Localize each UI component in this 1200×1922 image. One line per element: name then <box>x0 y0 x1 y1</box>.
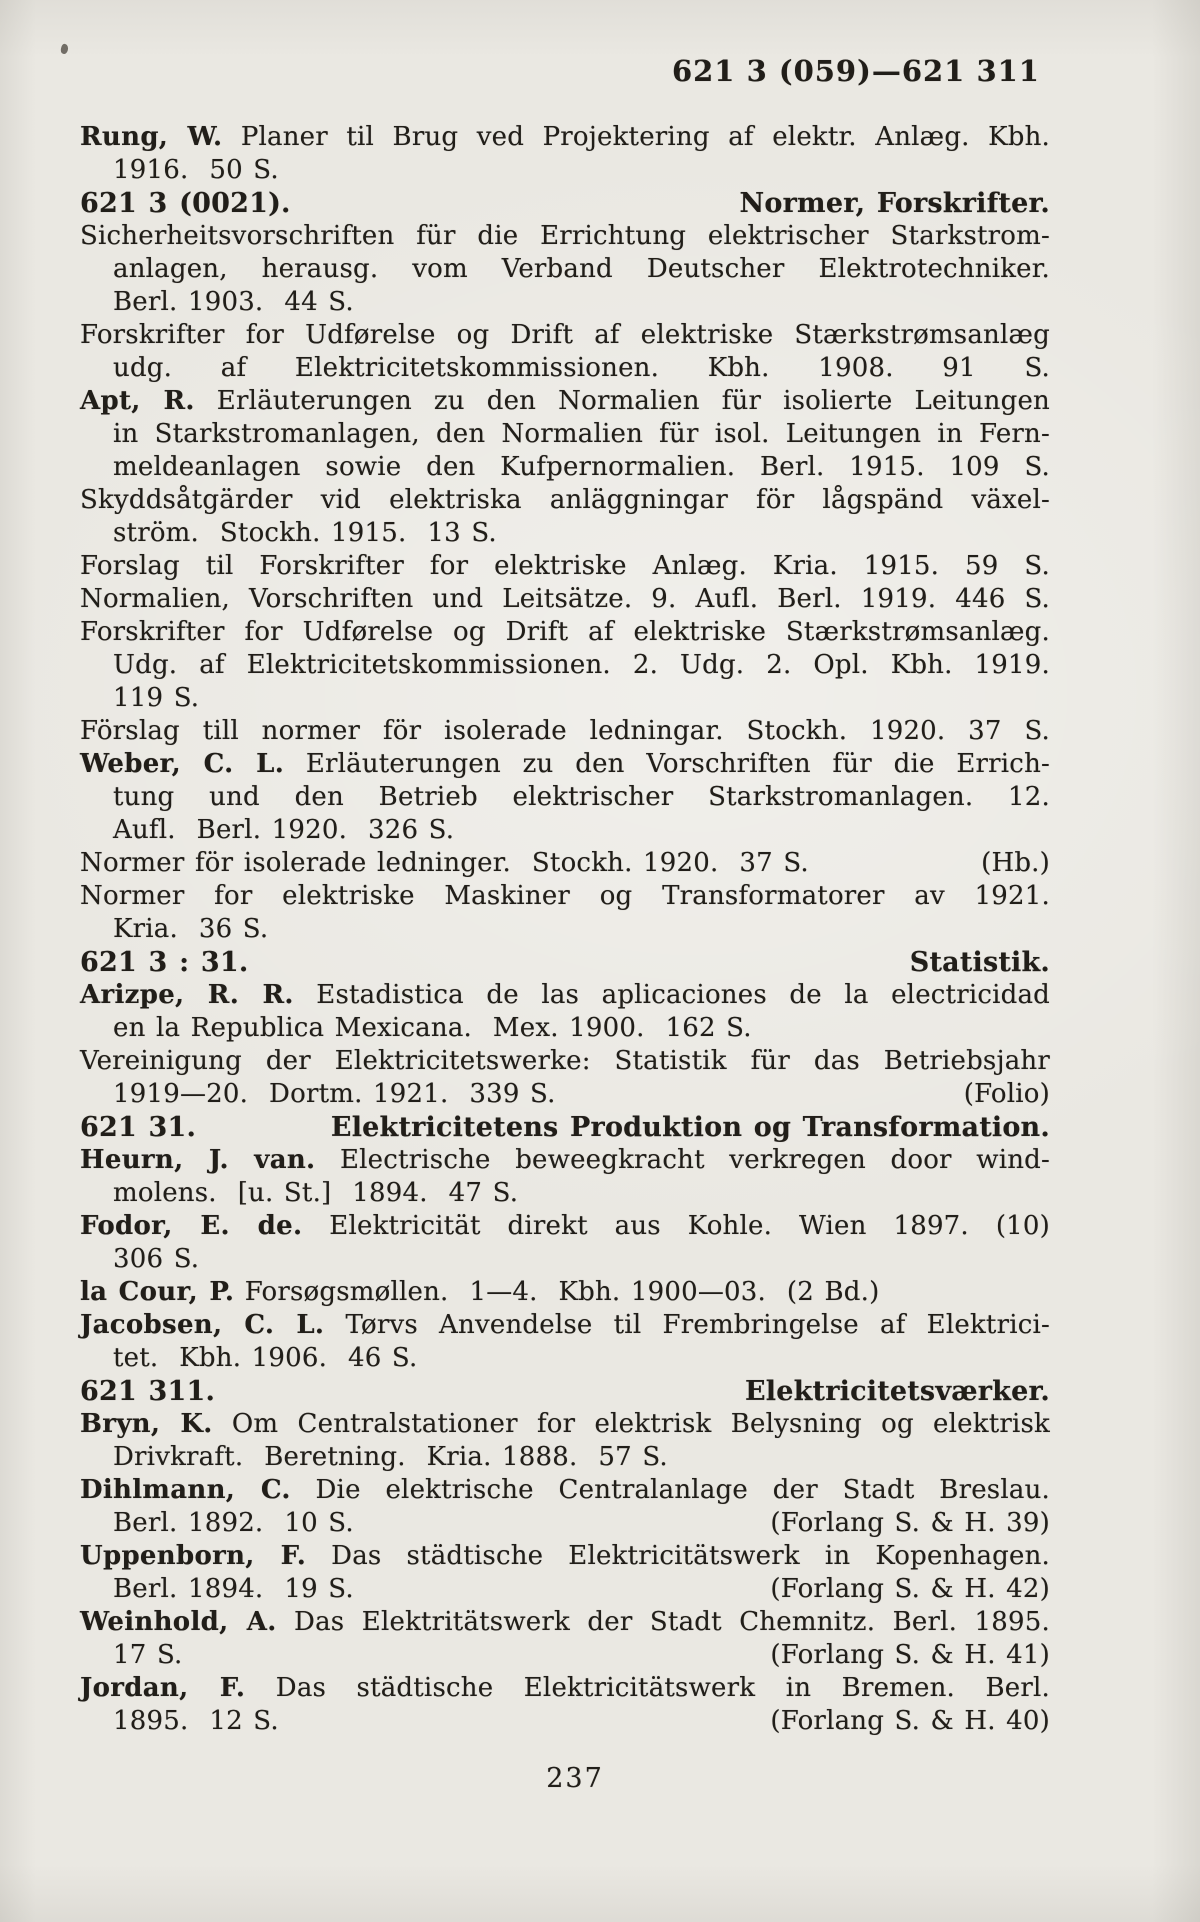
entry-line: Fodor, E. de. Elektricität direkt aus Kohle. Wien 1897. (10) <box>80 1211 1050 1241</box>
author-name: Heurn, J. van. <box>80 1145 316 1175</box>
author-name: Dihlmann, C. <box>80 1475 291 1505</box>
entry-annotation: (Hb.) <box>981 848 1050 878</box>
author-name: Uppenborn, F. <box>80 1541 307 1571</box>
entry-line-text: Normer för isolerade ledninger. Stockh. 1920. 37 S. <box>80 848 809 878</box>
entry-line: Jordan, F. Das städtische Elektricitätswerk in Bremen. Berl. <box>80 1673 1050 1703</box>
entry-line: Udg. af Elektricitetskommissionen. 2. Udg. 2. Opl. Kbh. 1919. <box>113 650 1050 680</box>
page-number: 237 <box>546 1763 604 1794</box>
section-number: 621 3 : 31. <box>80 947 249 978</box>
entry-line: Kria. 36 S. <box>113 914 269 944</box>
entry-line: Sicherheitsvorschriften für die Errichtung elektrischer Starkstrom- <box>80 221 1050 251</box>
entry-annotation: (Forlang S. & H. 40) <box>770 1706 1050 1736</box>
entry-line: Normalien, Vorschriften und Leitsätze. 9. Aufl. Berl. 1919. 446 S. <box>80 584 1050 614</box>
section-title: Normer, Forskrifter. <box>739 188 1050 219</box>
entry-line: tung und den Betrieb elektrischer Starkstromanlagen. 12. <box>113 782 1050 812</box>
catalog-entry <box>80 880 1050 946</box>
catalog-entry <box>80 385 1050 484</box>
catalog-entry <box>80 979 1050 1045</box>
catalog-entry <box>80 1309 1050 1375</box>
entry-annotation: (Forlang S. & H. 42) <box>770 1574 1050 1604</box>
entry-line: ström. Stockh. 1915. 13 S. <box>113 518 497 548</box>
entry-list <box>80 121 1050 1738</box>
entry-line: Weinhold, A. Das Elektritätswerk der Stadt Chemnitz. Berl. 1895. <box>80 1607 1050 1637</box>
section-heading <box>80 187 1050 220</box>
section-heading <box>80 946 1050 979</box>
author-name: la Cour, P. <box>80 1277 235 1307</box>
entry-line: Forskrifter for Udførelse og Drift af elektriske Stærkstrømsanlæg. <box>80 617 1050 647</box>
catalog-entry <box>80 1606 1050 1672</box>
catalog-entry <box>80 550 1050 583</box>
entry-line-text: 1919—20. Dortm. 1921. 339 S. <box>113 1079 556 1109</box>
catalog-entry <box>80 1045 1050 1111</box>
catalog-entry <box>80 220 1050 319</box>
entry-line: Aufl. Berl. 1920. 326 S. <box>113 815 455 845</box>
catalog-entry <box>80 1408 1050 1474</box>
entry-line <box>80 1573 1050 1606</box>
entry-line: Arizpe, R. R. Estadistica de las aplicaciones de la electricidad <box>80 980 1050 1010</box>
section-title: Elektricitetens Produktion og Transformation. <box>330 1112 1050 1143</box>
author-name: Rung, W. <box>80 122 223 152</box>
catalog-entry <box>80 1474 1050 1540</box>
catalog-entry <box>80 748 1050 847</box>
section-title: Statistik. <box>909 947 1050 978</box>
entry-line: Jacobsen, C. L. Tørvs Anvendelse til Frembringelse af Elektrici- <box>80 1310 1050 1340</box>
entry-line <box>80 847 1050 880</box>
entry-line: Forskrifter for Udførelse og Drift af elektriske Stærkstrømsanlæg <box>80 320 1050 350</box>
entry-line: udg. af Elektricitetskommissionen. Kbh. 1908. 91 S. <box>113 353 1050 383</box>
author-name: Apt, R. <box>80 386 195 416</box>
catalog-entry <box>80 484 1050 550</box>
entry-line <box>80 1705 1050 1738</box>
catalog-entry <box>80 1672 1050 1738</box>
section-title: Elektricitetsværker. <box>745 1376 1050 1407</box>
catalog-entry <box>80 715 1050 748</box>
entry-line <box>80 1639 1050 1672</box>
entry-line: in Starkstromanlagen, den Normalien für isol. Leitungen in Fern- <box>113 419 1050 449</box>
author-name: Arizpe, R. R. <box>80 980 294 1010</box>
entry-line: la Cour, P. Forsøgsmøllen. 1—4. Kbh. 1900—03. (2 Bd.) <box>80 1277 880 1307</box>
entry-line: Normer for elektriske Maskiner og Transformatorer av 1921. <box>80 881 1050 911</box>
catalog-entry <box>80 1540 1050 1606</box>
entry-line <box>80 1507 1050 1540</box>
entry-line: 1916. 50 S. <box>113 155 279 185</box>
catalog-entry <box>80 319 1050 385</box>
entry-annotation: (Folio) <box>963 1079 1050 1109</box>
running-head: 621 3 (059)—621 311 <box>671 54 1040 88</box>
catalog-entry <box>80 121 1050 187</box>
entry-line <box>80 1078 1050 1111</box>
author-name: Weber, C. L. <box>80 749 285 779</box>
entry-line: Vereinigung der Elektricitetswerke: Statistik für das Betriebsjahr <box>80 1046 1050 1076</box>
entry-line-text: Berl. 1892. 10 S. <box>113 1508 354 1538</box>
entry-line: Uppenborn, F. Das städtische Elektricitätswerk in Kopenhagen. <box>80 1541 1050 1571</box>
entry-line: molens. [u. St.] 1894. 47 S. <box>113 1178 519 1208</box>
entry-line: Weber, C. L. Erläuterungen zu den Vorschriften für die Errich- <box>80 749 1050 779</box>
author-name: Bryn, K. <box>80 1409 213 1439</box>
section-number: 621 31. <box>80 1112 197 1143</box>
entry-line: Bryn, K. Om Centralstationer for elektrisk Belysning og elektrisk <box>80 1409 1050 1439</box>
entry-line: anlagen, herausg. vom Verband Deutscher Elektrotechniker. <box>113 254 1050 284</box>
entry-line: Skyddsåtgärder vid elektriska anläggningar för lågspänd växel- <box>80 485 1050 515</box>
entry-line: 119 S. <box>113 683 200 713</box>
entry-line: Dihlmann, C. Die elektrische Centralanlage der Stadt Breslau. <box>80 1475 1050 1505</box>
section-heading <box>80 1375 1050 1408</box>
entry-line: tet. Kbh. 1906. 46 S. <box>113 1343 418 1373</box>
author-name: Fodor, E. de. <box>80 1211 303 1241</box>
entry-line: Berl. 1903. 44 S. <box>113 287 354 317</box>
author-name: Jacobsen, C. L. <box>80 1310 325 1340</box>
entry-line: Rung, W. Planer til Brug ved Projektering af elektr. Anlæg. Kbh. <box>80 122 1050 152</box>
entry-annotation: (Forlang S. & H. 39) <box>770 1508 1050 1538</box>
entry-line: 306 S. <box>113 1244 200 1274</box>
scan-artifact-speck <box>60 43 69 54</box>
entry-annotation: (Forlang S. & H. 41) <box>770 1640 1050 1670</box>
catalog-entry <box>80 847 1050 880</box>
entry-line: Förslag till normer för isolerade ledningar. Stockh. 1920. 37 S. <box>80 716 1050 746</box>
entry-line-text: 1895. 12 S. <box>113 1706 279 1736</box>
entry-line: Heurn, J. van. Electrische beweegkracht verkregen door wind- <box>80 1145 1050 1175</box>
section-heading <box>80 1111 1050 1144</box>
author-name: Jordan, F. <box>80 1673 246 1703</box>
catalog-entry <box>80 616 1050 715</box>
catalog-entry <box>80 583 1050 616</box>
catalog-entry <box>80 1144 1050 1210</box>
section-number: 621 311. <box>80 1376 216 1407</box>
entry-line-text: 17 S. <box>113 1640 183 1670</box>
entry-line-text: Berl. 1894. 19 S. <box>113 1574 354 1604</box>
entry-line: Apt, R. Erläuterungen zu den Normalien für isolierte Leitungen <box>80 386 1050 416</box>
catalog-entry <box>80 1210 1050 1276</box>
entry-line: en la Republica Mexicana. Mex. 1900. 162 S. <box>113 1013 752 1043</box>
catalog-entry <box>80 1276 1050 1309</box>
entry-line: Drivkraft. Beretning. Kria. 1888. 57 S. <box>113 1442 668 1472</box>
author-name: Weinhold, A. <box>80 1607 277 1637</box>
section-number: 621 3 (0021). <box>80 188 291 219</box>
entry-line: meldeanlagen sowie den Kufpernormalien. Berl. 1915. 109 S. <box>113 452 1050 482</box>
entry-line: Forslag til Forskrifter for elektriske Anlæg. Kria. 1915. 59 S. <box>80 551 1050 581</box>
